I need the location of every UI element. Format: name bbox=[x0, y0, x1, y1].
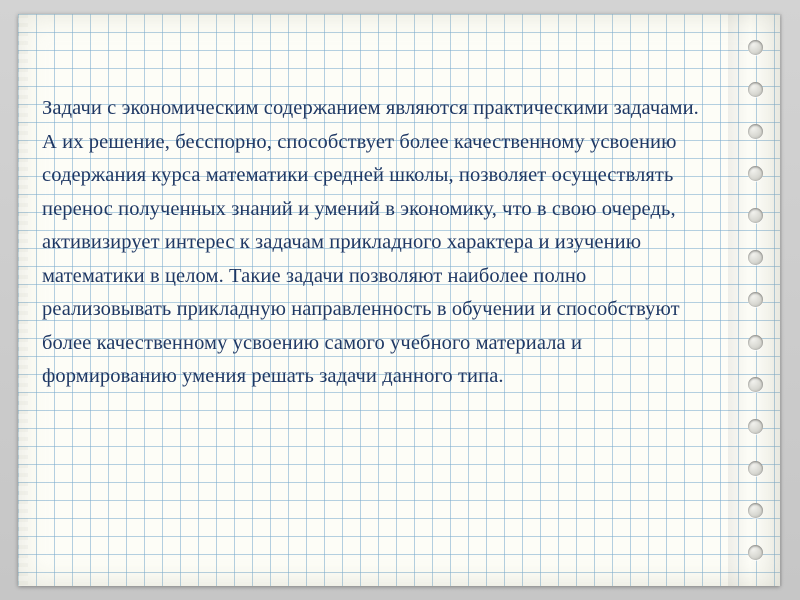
text-block bbox=[42, 92, 700, 394]
punch-hole-icon bbox=[748, 377, 763, 392]
punch-hole-icon bbox=[748, 545, 763, 560]
punch-hole-icon bbox=[748, 250, 763, 265]
punch-hole-icon bbox=[748, 166, 763, 181]
punch-hole-icon bbox=[748, 419, 763, 434]
punch-hole-icon bbox=[748, 335, 763, 350]
punch-hole-icon bbox=[748, 208, 763, 223]
punch-hole-icon bbox=[748, 461, 763, 476]
notebook-paper-sheet bbox=[18, 14, 780, 586]
binding-holes-strip bbox=[728, 14, 782, 586]
body-paragraph: Задачи с экономическим содержанием являются практическими задачами. А их решение, бесспорно, способствует более качественному усвоению содержания курса математики средней школы, позволяет осуществлять перенос полученных знаний и умений в экономику, что в свою очередь, активизирует интерес к задачам прикладного характера и изучению математики в целом. Такие задачи позволяют наиболее полно реализовывать прикладную направленность в обучении и способствуют более качественному усвоению самого учебного материала и формированию умения решать задачи данного типа. bbox=[42, 97, 699, 387]
punch-hole-icon bbox=[748, 40, 763, 55]
punch-hole-icon bbox=[748, 82, 763, 97]
punch-hole-icon bbox=[748, 292, 763, 307]
punch-hole-icon bbox=[748, 503, 763, 518]
punch-hole-icon bbox=[748, 124, 763, 139]
torn-edge-decoration bbox=[18, 14, 28, 586]
